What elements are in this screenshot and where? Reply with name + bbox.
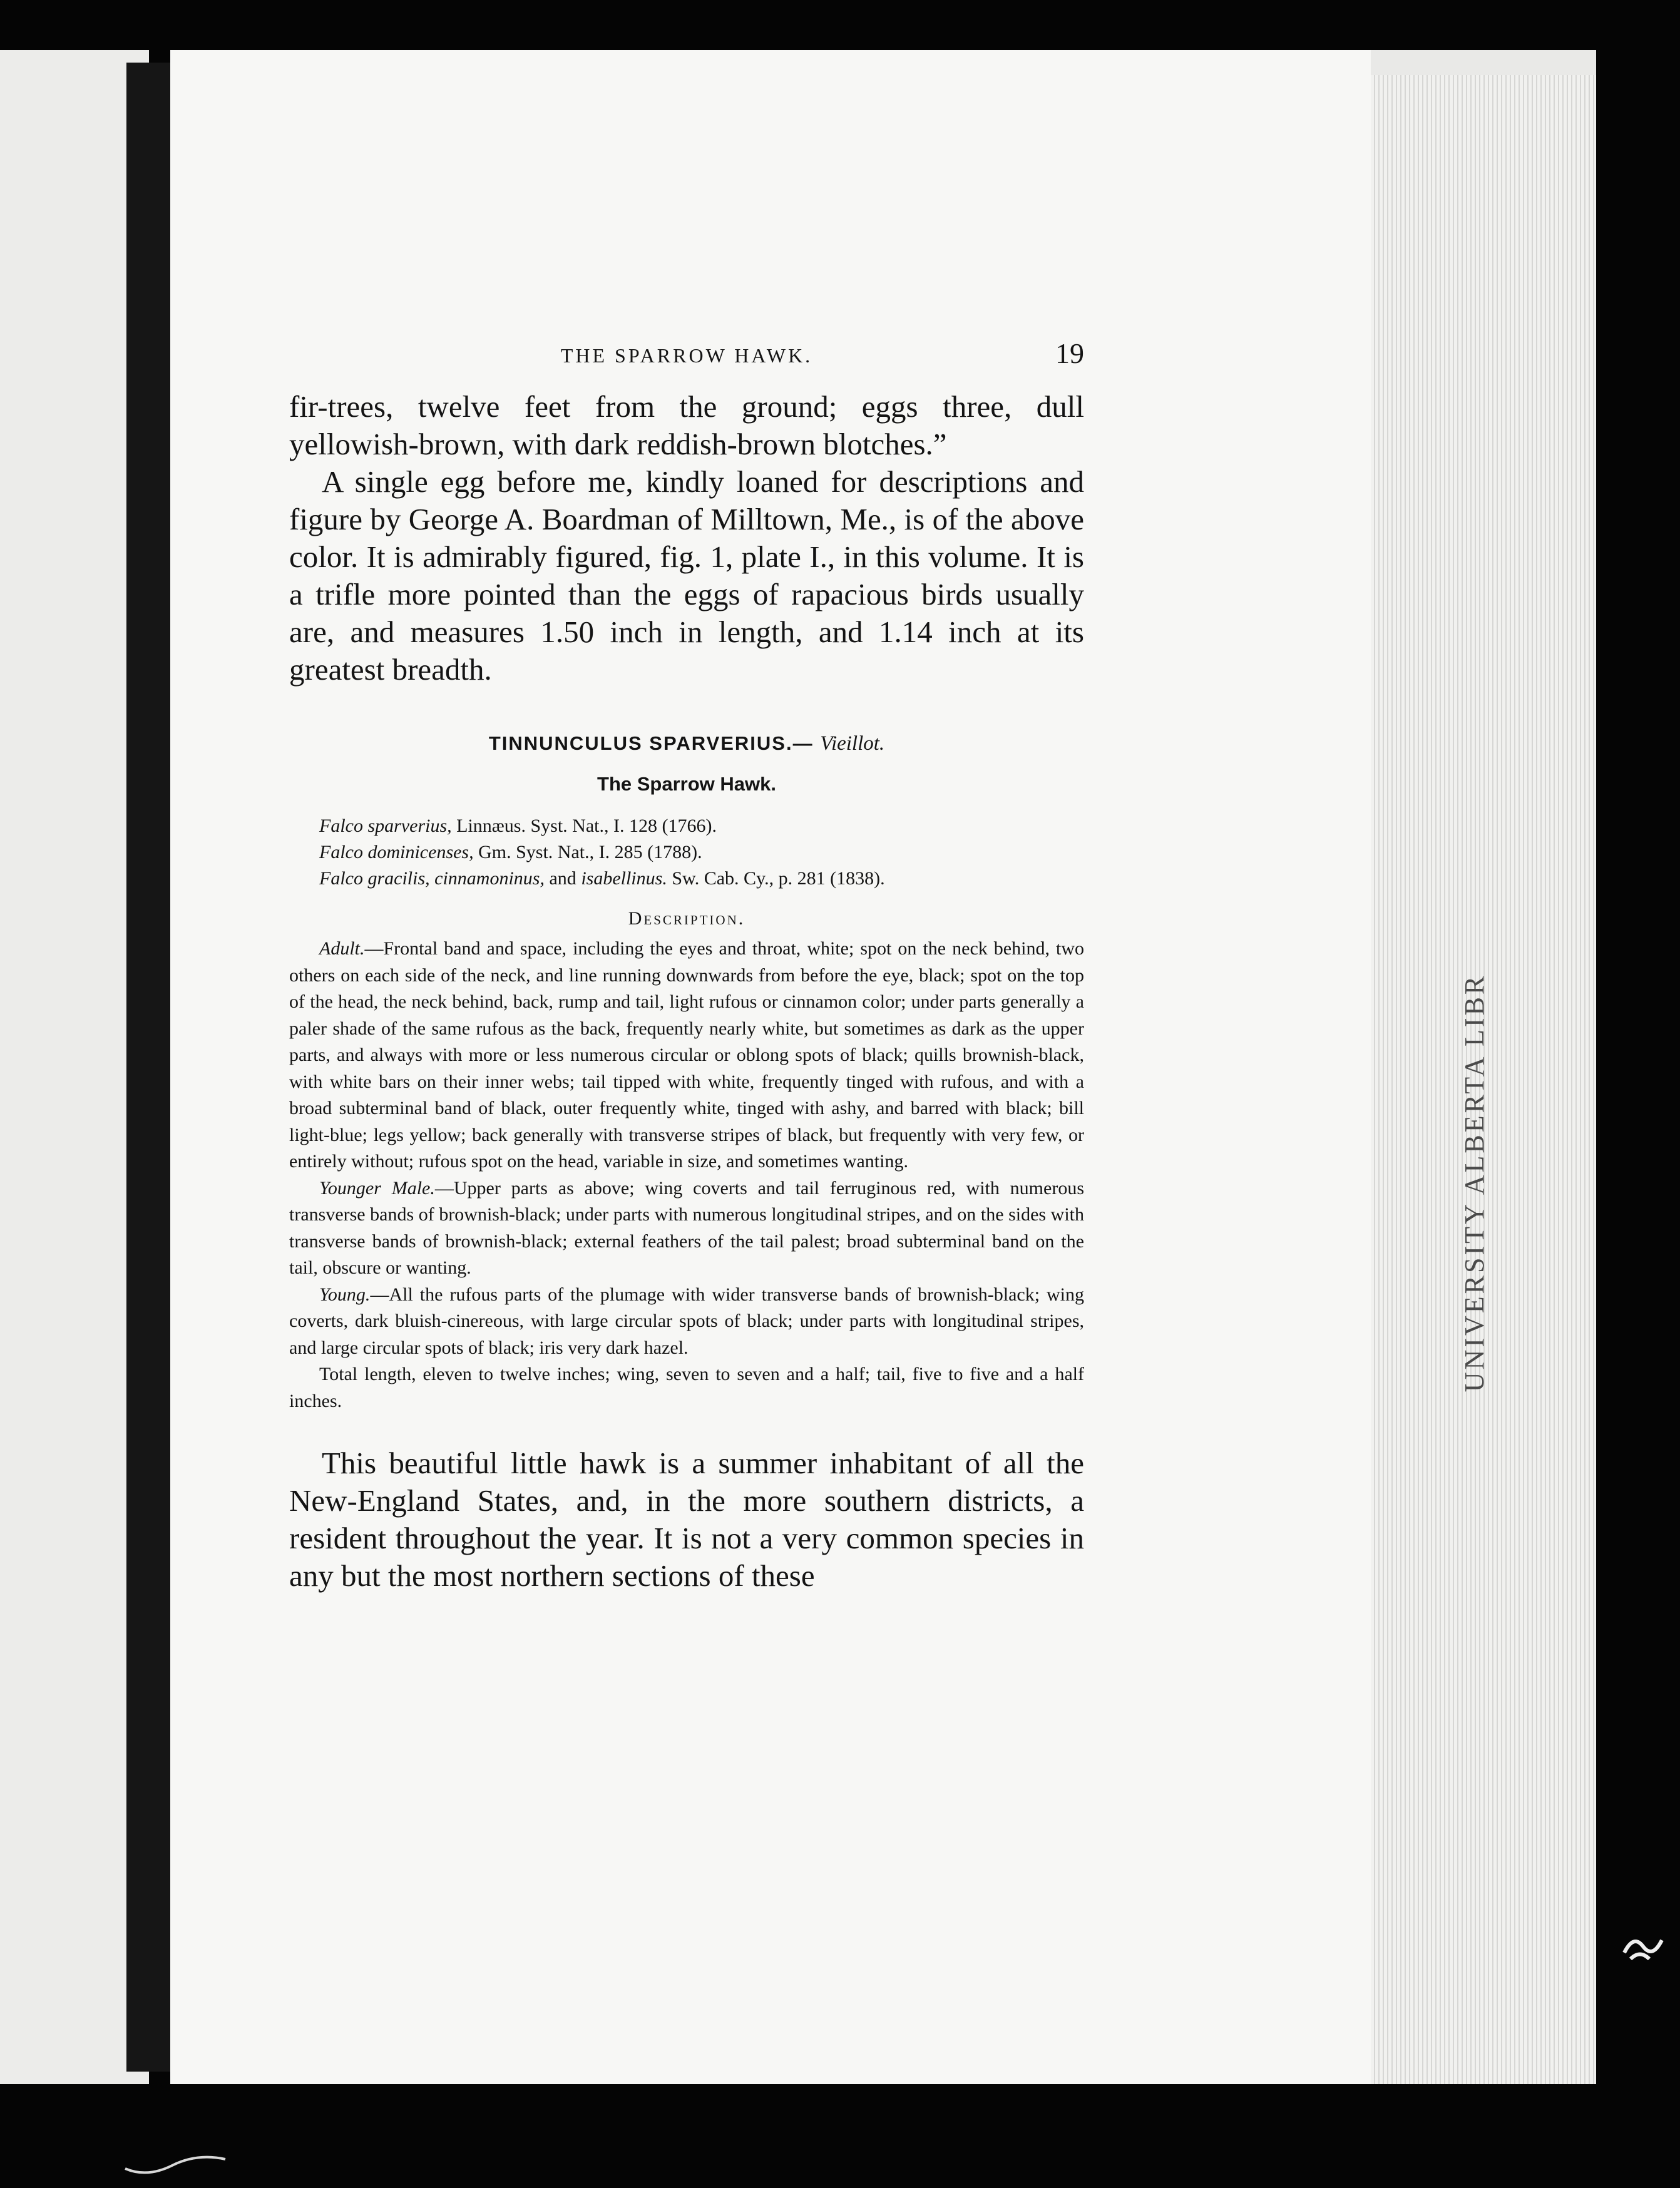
species-heading xyxy=(289,732,1084,755)
book-gutter xyxy=(126,63,170,2072)
synonym-list xyxy=(289,813,1084,892)
synonym-entry xyxy=(319,839,1084,866)
young-text: —All the rufous parts of the plumage with wider transverse bands of brownish-black; wing coverts, dark bluish-cinereous, with large circular spots of black; under parts with longitudinal stripes, and large circular spots of black; iris very dark hazel. xyxy=(289,1284,1084,1358)
synonym-name: isabellinus. xyxy=(581,868,667,889)
young-description xyxy=(289,1282,1084,1362)
description-heading: Description. xyxy=(628,908,745,929)
page-number: 19 xyxy=(1055,337,1084,369)
measurements: Total length, eleven to twelve inches; wing, seven to seven and a half; tail, five to five and a half inches. xyxy=(289,1364,1084,1411)
running-head xyxy=(289,332,1084,388)
synonym-connector: and xyxy=(549,868,576,889)
synonym-entry xyxy=(319,866,1084,892)
running-title: THE SPARROW HAWK. xyxy=(560,344,813,367)
younger-male-label: Younger Male. xyxy=(319,1177,435,1199)
synonym-name: Falco dominicenses, xyxy=(319,842,474,862)
intro-paragraph-1: fir-trees, twelve feet from the ground; eggs three, dull yellowish-brown, with dark reddish-brown blotches.” xyxy=(289,389,1084,461)
younger-male-text: —Upper parts as above; wing coverts and tail ferruginous red, with numerous transverse bands of brownish-black; under parts with numerous longitudinal stripes, and on the sides with transverse bands of brownish-black; external feathers of the tail palest; broad subterminal band on the tail, obscure or wanting. xyxy=(289,1177,1085,1278)
synonym-entry xyxy=(319,813,1084,839)
library-stamp xyxy=(1299,973,1649,1393)
page-text xyxy=(289,332,1084,1595)
younger-male-description xyxy=(289,1175,1084,1282)
library-stamp-text: UNIVERSITY ALBERTA LIBR xyxy=(1458,973,1490,1393)
synonym-name: Falco gracilis, cinnamoninus, xyxy=(319,868,545,889)
synonym-name: Falco sparverius, xyxy=(319,815,452,836)
adult-text: —Frontal band and space, including the eyes and throat, white; spot on the neck behind, two others on each side of the neck, and line running downwards from before the eye, black; spot on the top of the head, the neck behind, back, rump and tail, light rufous or cinnamon color; under parts generally a paler shade of the same rufous as the back, frequently nearly white, but sometimes as dark as the upper parts, and always with more or less numerous circular or oblong spots of black; quills brownish-black, with white bars on their inner webs; tail tipped with white, frequently tinged with rufous, and with a broad subterminal band of black, outer frequently white, tinged with ashy, and barred with black; bill light-blue; legs yellow; back generally with transverse stripes of black, but frequently with very few, or entirely without; rufous spot on the head, variable in size, and sometimes wanting. xyxy=(289,938,1084,1172)
synonym-citation: Sw. Cab. Cy., p. 281 (1838). xyxy=(672,868,885,889)
corner-mark-icon xyxy=(1621,1928,1665,1965)
intro-paragraph-2: A single egg before me, kindly loaned for descriptions and figure by George A. Boardman of Milltown, Me., is of the above color. It is admirably figured, fig. 1, plate I., in this volume. It is a trifle more pointed than the eggs of rapacious birds usually are, and measures 1.50 inch in length, and 1.14 inch at its greatest breadth. xyxy=(289,464,1084,687)
common-name: The Sparrow Hawk. xyxy=(597,773,776,795)
synonym-citation: Gm. Syst. Nat., I. 285 (1788). xyxy=(478,842,702,862)
species-authority: Vieillot. xyxy=(820,732,885,755)
page-block-top xyxy=(1371,50,1596,75)
adult-label: Adult. xyxy=(319,938,365,959)
young-label: Young. xyxy=(319,1284,371,1305)
species-name: TINNUNCULUS SPARVERIUS.— xyxy=(488,732,814,754)
synonym-citation: Linnæus. Syst. Nat., I. 128 (1766). xyxy=(456,815,717,836)
closing-paragraph: This beautiful little hawk is a summer inhabitant of all the New-England States, and, in the more southern districts, a resident throughout the year. It is not a very common species in any but the most northern sections of these xyxy=(289,1446,1084,1593)
scribble-mark-icon xyxy=(122,2153,228,2178)
adult-description xyxy=(289,936,1084,1175)
